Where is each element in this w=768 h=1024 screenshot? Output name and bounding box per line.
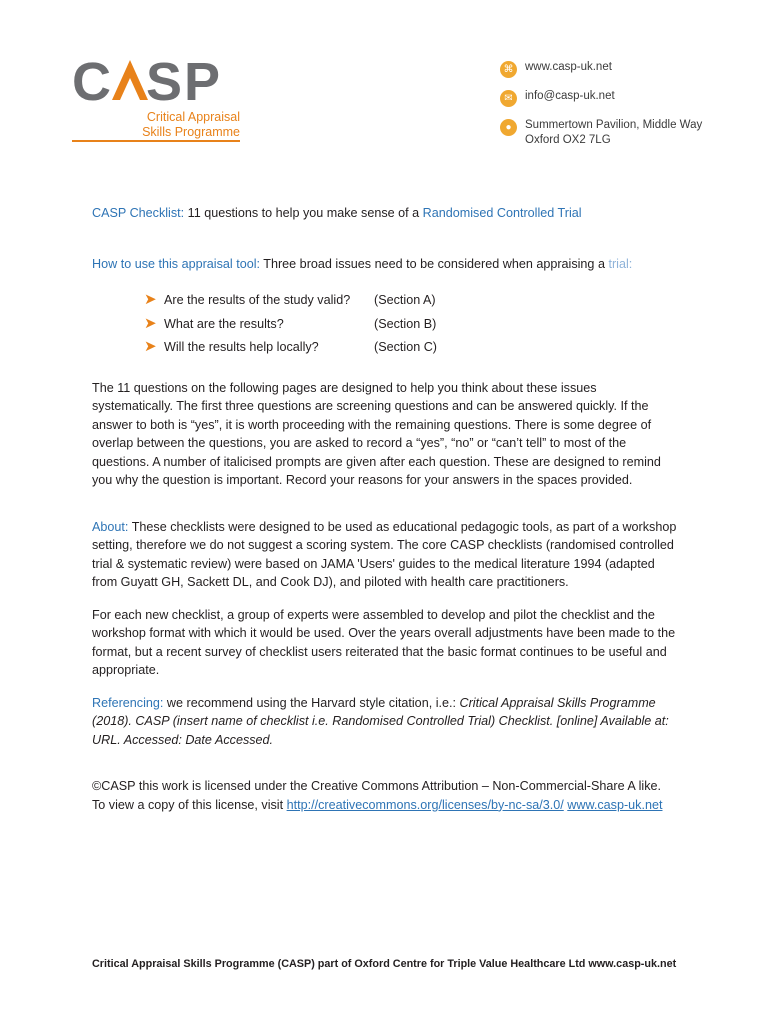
- section-bullet-list: [144, 291, 677, 357]
- contact-row-address: [500, 118, 750, 148]
- bullet-text: Will the results help locally?: [164, 340, 319, 354]
- how-to-label: How to use this appraisal tool:: [92, 256, 261, 271]
- logo-wordmark: [72, 52, 232, 112]
- referencing-citation: Critical Appraisal Skills Programme (2018). CASP (insert name of checklist i.e. Randomised Controlled Trial) Checklist. [online] Available at: URL. Accessed: Date Accessed.: [92, 695, 669, 747]
- bullet-text: Are the results of the study valid?: [164, 293, 351, 307]
- list-item: [144, 291, 677, 310]
- contact-row-email: [500, 89, 750, 107]
- document-header: [0, 44, 768, 164]
- about-paragraph-1: [92, 518, 677, 592]
- logo-tagline: [72, 110, 240, 140]
- svg-text:C: C: [72, 52, 111, 112]
- referencing-text: we recommend using the Harvard style citation, i.e.:: [163, 695, 460, 710]
- checklist-heading: [92, 204, 677, 223]
- intro-paragraph: The 11 questions on the following pages are designed to help you think about these issues systematically. The first three questions are screening questions and can be answered quickly. If the answer to both is “yes”, it is worth proceeding with the remaining questions. There is some degree of overlap between the questions, you are asked to record a “yes”, “no” or “can’t tell” to most of the questions. A number of italicised prompts are given after each question. These are designed to remind you why the question is important. Record your reasons for your answers in the spaces provided.: [92, 380, 661, 487]
- svg-text:S: S: [146, 52, 183, 112]
- licence-paragraph: [92, 777, 677, 814]
- list-item: [144, 338, 677, 357]
- spacer: [92, 504, 677, 518]
- about-paragraph-2: For each new checklist, a group of experts were assembled to develop and pilot the checklist and the workshop format with which it would be used. Over the years overall adjustments have been made to the format, but a recent survey of checklist users reiterated that the basic format continues to be useful and appropriate.: [92, 607, 676, 677]
- document-body: [92, 204, 677, 828]
- list-item: [144, 315, 677, 334]
- how-to-use-heading: [92, 255, 677, 274]
- how-to-trailing: trial:: [608, 256, 633, 271]
- casp-website-link[interactable]: www.casp-uk.net: [567, 797, 663, 812]
- logo-tagline-line2: Skills Programme: [142, 125, 240, 139]
- how-to-text: Three broad issues need to be considered when appraising a: [260, 256, 609, 271]
- envelope-icon: ✉: [500, 90, 517, 107]
- referencing-paragraph: [92, 694, 677, 750]
- referencing-label: Referencing:: [92, 695, 164, 710]
- logo-underline: [72, 140, 240, 142]
- footer-url: www.casp-uk.net: [588, 958, 677, 970]
- casp-logo-icon: [72, 52, 242, 114]
- bullet-text: What are the results?: [164, 316, 284, 331]
- arrow-icon: ➤: [144, 338, 157, 355]
- contact-row-website: [500, 60, 750, 78]
- logo-tagline-line1: Critical Appraisal: [146, 110, 240, 124]
- footer-text: Critical Appraisal Skills Programme (CASP) part of Oxford Centre for Triple Value Healthcare Ltd: [92, 958, 589, 970]
- contact-address-text: Summertown Pavilion, Middle Way Oxford OX2 7LG: [525, 119, 703, 146]
- arrow-icon: ➤: [144, 314, 157, 332]
- about-label: About:: [92, 519, 129, 534]
- arrow-icon: ➤: [144, 291, 157, 308]
- licence-text: ©CASP this work is licensed under the Creative Commons Attribution – Non-Commercial-Share A like. To view a copy of this license, visit: [92, 779, 662, 812]
- creative-commons-link[interactable]: http://creativecommons.org/licenses/by-nc-sa/3.0/: [286, 797, 564, 812]
- checklist-subject: Randomised Controlled Trial: [422, 206, 582, 220]
- about-text-1: These checklists were designed to be used as educational pedagogic tools, as part of a workshop setting, therefore we do not suggest a scoring system. The core CASP checklists (randomised controlled trial & systematic review) were based on JAMA 'Users' guides to the medical literature 1994 (adapted from Guyatt GH, Sackett DL, and Cook DJ), and piloted with health care practitioners.: [92, 519, 677, 589]
- checklist-middle: 11 questions to help you make sense of a: [184, 206, 423, 220]
- spacer: [92, 763, 677, 777]
- contact-email-text: info@casp-uk.net: [525, 90, 615, 102]
- casp-logo: [72, 52, 302, 152]
- svg-text:P: P: [184, 52, 221, 112]
- globe-icon: ⌘: [500, 61, 517, 78]
- checklist-label: CASP Checklist:: [92, 206, 185, 220]
- location-pin-icon: ●: [500, 119, 517, 136]
- bullet-section: (Section B): [374, 316, 437, 331]
- contact-details: [500, 60, 750, 159]
- contact-website-text: www.casp-uk.net: [525, 61, 612, 73]
- document-footer: [92, 958, 692, 970]
- bullet-section: (Section A): [374, 293, 436, 307]
- bullet-section: (Section C): [374, 340, 437, 354]
